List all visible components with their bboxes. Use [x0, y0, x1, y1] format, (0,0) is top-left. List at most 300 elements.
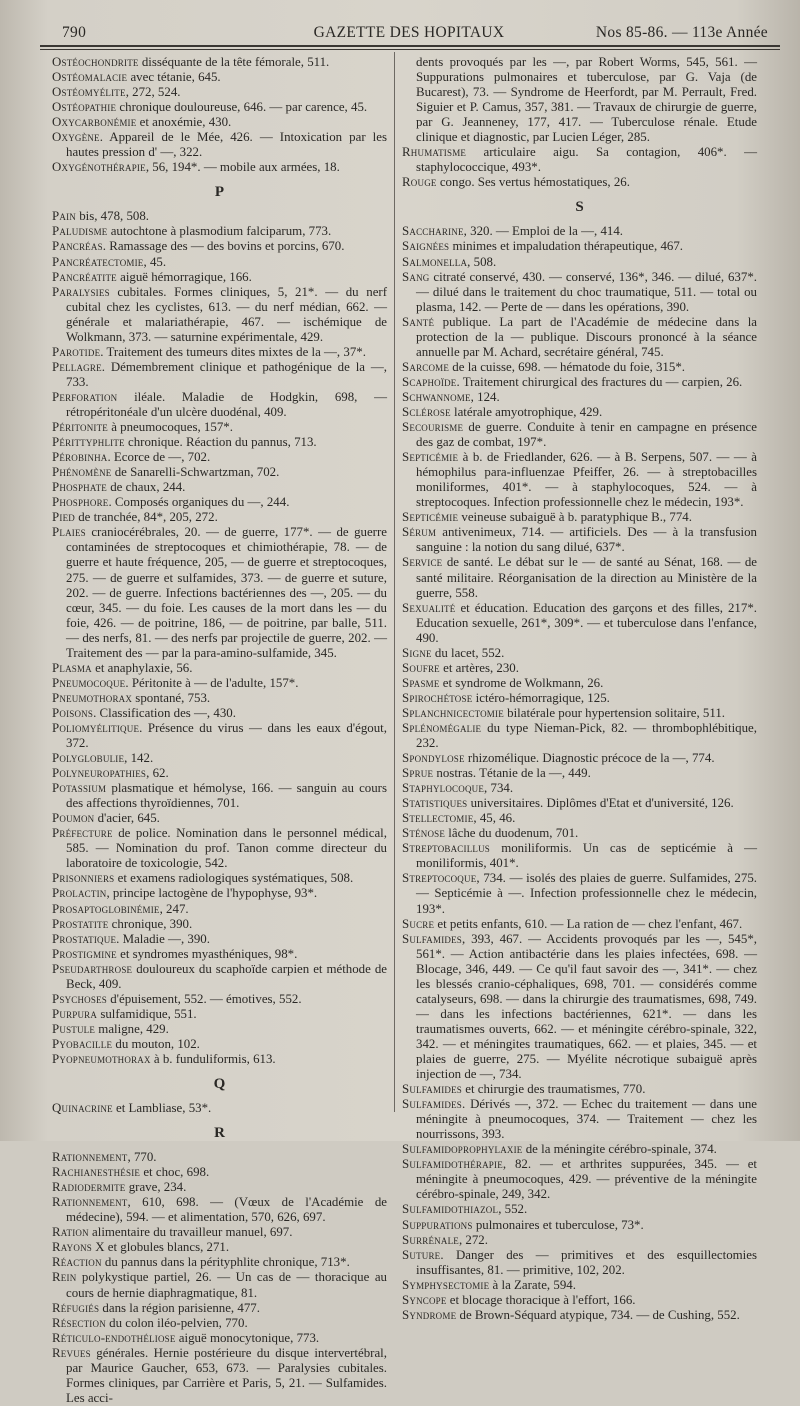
entry-text: , 124.	[470, 389, 500, 404]
index-entry	[402, 1248, 757, 1278]
entry-heading: Syncope	[402, 1292, 447, 1307]
entry-heading: Résection	[52, 1315, 106, 1330]
index-entry	[52, 115, 387, 130]
entry-heading: Suppurations	[402, 1217, 473, 1232]
entry-text: nostras. Tétanie de la —, 449.	[433, 766, 591, 781]
entry-heading: Plaies	[52, 525, 86, 540]
index-entry	[402, 375, 757, 390]
entry-heading: Pyobacille	[52, 1036, 113, 1051]
index-entry	[402, 1097, 757, 1142]
entry-heading: Splénomégalie	[402, 720, 482, 735]
index-entry	[52, 676, 387, 691]
entry-text: spontané, 753.	[132, 690, 211, 705]
entry-heading: Sérum	[402, 525, 437, 540]
entry-text: publique. La part de l'Académie de médecine dans la protection de la — publique. Discours prononcé à la séance annuelle par M. Achard, secrétaire général, 745.	[416, 314, 757, 359]
entry-text: rhizomélique. Diagnostic précoce de la —, 774.	[464, 751, 715, 766]
entry-heading: Sclérose	[402, 404, 451, 419]
index-entry	[402, 315, 757, 360]
entry-heading: Phénomène	[52, 465, 112, 480]
entry-heading: Sang	[402, 269, 430, 284]
entry-heading: Poisons	[52, 705, 94, 720]
index-entry	[52, 1240, 387, 1255]
entry-text: . Péritonite à — de l'adulte, 157*.	[125, 675, 299, 690]
entry-heading: Spondylose	[402, 751, 465, 766]
entry-text: et artères, 230.	[439, 660, 519, 675]
index-entry	[52, 932, 387, 947]
index-entry	[52, 224, 387, 239]
index-entry	[402, 601, 757, 646]
index-entry	[402, 1218, 757, 1233]
entry-heading: Périttyphlite	[52, 435, 125, 450]
index-entry	[52, 1101, 387, 1116]
entry-text: cubitales. Formes cliniques, 5, 21*. — du nerf cubital chez les cyclistes, 613. — du nerf médian, 662. — générale et malariathérapie, 467. — ischémique de Wolkmann, 373. — saturnine expérimentale, 429.	[66, 284, 387, 344]
entry-heading: Polyglobulie	[52, 751, 125, 766]
entry-heading: Saignées	[402, 239, 450, 254]
entry-heading: Spasme	[402, 675, 440, 690]
entry-text: lâche du duodenum, 701.	[445, 826, 579, 841]
entry-heading: Paralysies	[52, 284, 110, 299]
entry-heading: Rein	[52, 1270, 77, 1285]
running-header	[40, 24, 778, 44]
entry-text: . Démembrement clinique et pathogénique de la —, 733.	[66, 359, 387, 389]
index-entry	[402, 721, 757, 751]
entry-text: de chaux, 244.	[106, 480, 186, 495]
index-entry	[402, 239, 757, 254]
entry-text: aiguë monocytonique, 773.	[175, 1330, 320, 1345]
entry-text: grave, 234.	[125, 1180, 187, 1195]
index-entry	[402, 405, 757, 420]
index-entry	[52, 285, 387, 345]
entry-text: chronique. Réaction du pannus, 713.	[124, 435, 317, 450]
index-entry	[402, 766, 757, 781]
entry-text: craniocérébrales, 20. — de guerre, 177*. — de guerre contaminées de streptocoques et chimiothérapie, 78. — de guerre et haute fréquence, 205, — de guerre et streptocoques, 275. — de guerre et sulfamides, 373. — de guerre et suture, 202. — de guerre. Infections bactériennes des —, 205. — du cœur, 345. — du foie. Les causes de la mort dans les — du foie, 426. — de poitrine, 186, — de poitrine, par balle, 511. — des nerfs, 81. — des nerfs par projectile de guerre, 202. — Traitement des — par la para-amino-sulfamide, 345.	[66, 525, 387, 660]
index-entry	[52, 1301, 387, 1316]
entry-heading: Schwannome	[402, 389, 471, 404]
entry-text: iléale. Maladie de Hodgkin, 698, — rétropéritonéale d'un ulcère duodénal, 409.	[66, 389, 387, 419]
entry-text: , 552.	[498, 1202, 528, 1217]
entry-text: , 734.	[484, 781, 514, 796]
entry-text: de Sanarelli-Schwartzman, 702.	[111, 465, 280, 480]
entry-heading: Polyneuropathies	[52, 766, 147, 781]
entry-text: et Lambliase, 53*.	[112, 1101, 212, 1116]
entry-text: , 770.	[127, 1150, 157, 1165]
entry-text: maligne, 429.	[95, 1021, 169, 1036]
index-entry	[402, 841, 757, 871]
index-entry	[402, 255, 757, 270]
entry-heading: Radiodermite	[52, 1180, 126, 1195]
index-entry	[402, 1308, 757, 1323]
entry-text: antivenimeux, 714. — artificiels. Des — à la transfusion sanguine : la notion du sang dilué, 637*.	[416, 525, 757, 555]
entry-text: , 62.	[146, 766, 169, 781]
index-entry	[52, 826, 387, 871]
entry-text: X et globules blancs, 271.	[91, 1240, 230, 1255]
entry-text: à b. funduliformis, 613.	[150, 1052, 276, 1066]
index-entry	[402, 1157, 757, 1202]
entry-heading: Symphysectomie	[402, 1277, 490, 1292]
index-entry	[52, 947, 387, 962]
entry-heading: Poumon	[52, 811, 95, 826]
section-letter: S	[575, 199, 584, 216]
entry-text: et éducation. Education des garçons et des filles, 217*. Education sexuelle, 261*, 309*. — et tuberculose dans l'enfance, 490.	[416, 600, 757, 645]
entry-heading: Spirochétose	[402, 690, 473, 705]
right-column	[402, 55, 757, 1323]
entry-heading: Parotide	[52, 344, 101, 359]
index-entry	[52, 1180, 387, 1195]
entry-heading: Psychoses	[52, 991, 107, 1006]
index-entry	[402, 55, 757, 145]
entry-heading: Pneumocoque	[52, 675, 126, 690]
entry-heading: Sténose	[402, 826, 446, 841]
index-entry	[402, 450, 757, 510]
entry-text: et blocage thoracique à l'effort, 166.	[446, 1292, 636, 1307]
entry-text: de Brown-Séquard atypique, 734. — de Cushing, 552.	[456, 1307, 740, 1322]
entry-text: dents provoqués par les —, par Robert Worms, 545, 561. — Suppurations pulmonaires et tuberculose, par G. Vaja (de Bucarest), 73. — Syndrome de Heerfordt, par M. Perrault, Fred. Siguier et P. Camus, 357, 381. — Travaux de chirurgie de guerre, par G. Jeanneney, 177, 417. — Tuberculose rénale. Etude clinique et diagnostic, par Lucien Léger, 285.	[416, 55, 757, 145]
entry-heading: Sulfamidothiazol	[402, 1202, 499, 1217]
entry-text: bilatérale pour hypertension solitaire, 511.	[503, 705, 726, 720]
entry-heading: Statistiques	[402, 796, 468, 811]
index-entry	[402, 510, 757, 525]
entry-heading: Prolactin	[52, 886, 107, 901]
entry-heading: Prostigmine	[52, 946, 117, 961]
index-entry	[402, 390, 757, 405]
page-number: 790	[62, 24, 87, 41]
entry-heading: Sucre	[402, 916, 435, 931]
entry-heading: Ration	[52, 1225, 89, 1240]
entry-heading: Potassium	[52, 781, 107, 796]
entry-text: à la Zarate, 594.	[489, 1277, 576, 1292]
entry-heading: Splanchnicectomie	[402, 705, 504, 720]
index-entry	[52, 706, 387, 721]
entry-text: . Appareil de le Mée, 426. — Intoxication par les hautes pression d' —, 322.	[66, 130, 387, 160]
column-divider	[394, 52, 395, 1112]
entry-text: , 272, 524.	[125, 85, 181, 100]
entry-heading: Ostéomyélite	[52, 85, 126, 100]
entry-text: , 272.	[458, 1232, 488, 1247]
index-entry	[402, 661, 757, 676]
entry-heading: Pain	[52, 209, 76, 224]
entry-text: , 247.	[159, 901, 189, 916]
entry-heading: Oxygénothérapie	[52, 160, 146, 175]
index-entry	[402, 826, 757, 841]
entry-text: , 45.	[143, 254, 167, 269]
index-entry	[402, 751, 757, 766]
entry-text: de santé. Le débat sur le — de santé au Sénat, 168. — de santé militaire. Réorganisation de la direction au Ministère de la guerre, 558.	[416, 555, 757, 600]
entry-text: . Traitement des tumeurs dites mixtes de la —, 37*.	[100, 344, 366, 359]
entry-text: . Classification des —, 430.	[93, 705, 236, 720]
entry-text: , 508.	[467, 254, 497, 269]
entry-text: , principe lactogène de l'hypophyse, 93*.	[106, 886, 318, 901]
entry-heading: Streptobacillus	[402, 841, 491, 856]
entry-text: et examens radiologiques systématiques, 508.	[114, 871, 354, 886]
entry-text: générales. Hernie postérieure du disque intervertébral, par Maurice Gaucher, 653, 673. — Paralysies cubitales. Formes cliniques, par Carrière et Paris, 5, 21. — Sulfamides. Les acci-	[66, 1345, 387, 1405]
entry-heading: Réaction	[52, 1255, 102, 1270]
index-entry	[402, 525, 757, 555]
entry-text: . Ramassage des — des bovins et porcins, 670.	[102, 239, 345, 254]
index-entry	[402, 706, 757, 721]
entry-heading: Sexualité	[402, 600, 456, 615]
entry-text: . Composés organiques du —, 244.	[108, 495, 290, 510]
index-entry	[52, 70, 387, 85]
entry-heading: Pancréas	[52, 239, 103, 254]
entry-text: à b. de Friedlander, 626. — à B. Serpens, 507. — — à hémophilus para-influenzae Pfeiffer, 26. — à streptobacilles moniliformes, 401*. — à staphylocoques, 524. — à streptocoques. Infection professionnelle chez le médecin, 193*.	[416, 450, 757, 510]
index-entry	[402, 796, 757, 811]
entry-text: , 82. — et arthrites suppurées, 345. — et méningite à pneumocoques, 429. — préventive de la méningite cérébro-spinale, 249, 342.	[416, 1157, 757, 1202]
entry-text: ictéro-hémorragique, 125.	[472, 690, 610, 705]
entry-text: disséquante de la tête fémorale, 511.	[138, 55, 330, 69]
index-entry	[52, 1346, 387, 1406]
index-entry	[52, 160, 387, 175]
entry-text: plasmatique et hémolyse, 166. — sanguin au cours des affections thyroïdiennes, 701.	[66, 781, 387, 811]
index-entry	[402, 1233, 757, 1248]
header-rule-thin	[40, 49, 780, 50]
entry-heading: Purpura	[52, 1006, 98, 1021]
entry-text: veineuse subaiguë à b. paratyphique B., 774.	[458, 510, 692, 525]
index-entry	[52, 525, 387, 660]
entry-heading: Réfugiés	[52, 1300, 100, 1315]
entry-heading: Revues	[52, 1345, 91, 1360]
entry-heading: Septicémie	[402, 510, 459, 525]
entry-text: . Ecorce de —, 702.	[107, 450, 211, 465]
section-letter: Q	[213, 1076, 226, 1093]
entry-text: latérale amyotrophique, 429.	[450, 404, 603, 419]
index-entry	[402, 224, 757, 239]
entry-text: dans la région parisienne, 477.	[99, 1300, 260, 1315]
entry-text: et chirurgie des traumatismes, 770.	[462, 1082, 646, 1097]
index-entry	[402, 646, 757, 661]
entry-text: minimes et impaludation thérapeutique, 467.	[449, 239, 684, 254]
issue-number: Nos 85-86. — 113e Année	[595, 24, 768, 41]
entry-heading: Saccharine	[402, 224, 464, 239]
entry-heading: Septicémie	[402, 450, 459, 465]
entry-heading: Sulfamides	[402, 931, 463, 946]
entry-heading: Santé	[402, 314, 435, 329]
journal-title: GAZETTE DES HOPITAUX	[313, 24, 505, 41]
index-entry	[52, 902, 387, 917]
entry-heading: Salmonella	[402, 254, 468, 269]
entry-heading: Prisonniers	[52, 871, 115, 886]
entry-text: , 56, 194*. — mobile aux armées, 18.	[145, 160, 340, 175]
entry-text: autochtone à plasmodium falciparum, 773.	[107, 224, 332, 239]
entry-heading: Ostéomalacie	[52, 70, 128, 85]
index-entry	[52, 1052, 387, 1067]
entry-heading: Pseudarthrose	[52, 961, 133, 976]
entry-text: , 610, 698. — (Vœux de l'Académie de médecine), 594. — et alimentation, 570, 626, 697.	[66, 1195, 387, 1225]
index-entry	[52, 255, 387, 270]
index-entry	[52, 100, 387, 115]
entry-text: et petits enfants, 610. — La ration de — chez l'enfant, 467.	[434, 916, 743, 931]
entry-heading: Pneumothorax	[52, 690, 133, 705]
entry-text: avec tétanie, 645.	[127, 70, 221, 85]
index-entry	[402, 1278, 757, 1293]
index-entry	[52, 1225, 387, 1240]
entry-text: , 320. — Emploi de la —, 414.	[463, 224, 623, 239]
index-entry	[52, 1270, 387, 1300]
entry-text: du type Nieman-Pick, 82. — thrombophlébitique, 232.	[416, 720, 757, 751]
index-entry	[402, 811, 757, 826]
index-entry	[52, 85, 387, 100]
entry-heading: Rachianesthésie	[52, 1165, 141, 1180]
section-letter: P	[214, 184, 225, 201]
entry-heading: Sulfamidothérapie	[402, 1157, 503, 1172]
entry-text: . Dérivés —, 372. — Echec du traitement — dans une méningite à pneumocoques, 374. — Traitement — chez les nourrissons, 393.	[416, 1097, 757, 1142]
left-column	[52, 55, 387, 1406]
entry-heading: Pustule	[52, 1021, 96, 1036]
index-entry	[52, 1037, 387, 1052]
index-entry	[52, 450, 387, 465]
entry-heading: Prostatite	[52, 916, 109, 931]
entry-text: alimentaire du travailleur manuel, 697.	[88, 1225, 293, 1240]
entry-heading: Pellagre	[52, 359, 102, 374]
entry-heading: Staphylocoque	[402, 781, 485, 796]
entry-text: articulaire aigu. Sa contagion, 406*. — staphylococcique, 493*.	[416, 145, 757, 175]
index-entry	[52, 209, 387, 224]
entry-heading: Sulfamides	[402, 1097, 463, 1112]
entry-text: de police. Nomination dans le personnel médical, 585. — Nomination du prof. Tanon comme directeur du laboratoire de toxicologie, 542.	[66, 826, 387, 871]
entry-text: d'épuisement, 552. — émotives, 552.	[106, 991, 302, 1006]
entry-heading: Préfecture	[52, 826, 113, 841]
index-entry	[52, 55, 387, 70]
index-entry	[52, 992, 387, 1007]
entry-heading: Oxygène	[52, 130, 100, 145]
entry-heading: Soufre	[402, 660, 440, 675]
entry-heading: Pancréatectomie	[52, 254, 144, 269]
index-entry	[402, 1202, 757, 1217]
entry-text: bis, 478, 508.	[75, 209, 150, 224]
index-entry	[52, 435, 387, 450]
entry-text: citraté conservé, 430. — conservé, 136*, 346. — dilué, 637*. — dilué dans le traitement du choc traumatique, 511. — total ou plasma, 142. — Perte de — dans les opérations, 390.	[416, 269, 757, 314]
entry-heading: Syndrome	[402, 1307, 457, 1322]
entry-text: polykystique partiel, 26. — Un cas de — thoracique au cours de hernie diaphragmatique, 81.	[66, 1270, 387, 1300]
entry-heading: Pyopneumothorax	[52, 1052, 151, 1066]
entry-text: aiguë hémorragique, 166.	[116, 269, 252, 284]
entry-text: et syndromes myasthéniques, 98*.	[116, 946, 298, 961]
entry-heading: Sulfamides	[402, 1082, 463, 1097]
index-entry	[52, 811, 387, 826]
index-entry	[52, 495, 387, 510]
index-entry	[402, 1293, 757, 1308]
entry-heading: Pérobinha	[52, 450, 108, 465]
index-entry	[52, 465, 387, 480]
entry-text: douloureux du scaphoïde carpien et méthode de Beck, 409.	[66, 961, 387, 991]
entry-heading: Rouge	[402, 175, 437, 190]
entry-text: universitaires. Diplômes d'Etat et d'université, 126.	[467, 796, 734, 811]
entry-text: moniliformis. Un cas de septicémie à — moniliformis, 401*.	[416, 841, 757, 871]
index-entry	[402, 1082, 757, 1097]
index-entry	[52, 1022, 387, 1037]
entry-text: et anoxémie, 430.	[136, 115, 232, 130]
entry-text: de tranchée, 84*, 205, 272.	[74, 510, 218, 525]
entry-text: sulfamidique, 551.	[97, 1006, 197, 1021]
index-entry	[52, 917, 387, 932]
entry-text: de la cuisse, 698. — hématode du foie, 315*.	[449, 359, 685, 374]
entry-text: , 45, 46.	[473, 811, 516, 826]
entry-heading: Rhumatisme	[402, 145, 467, 160]
index-entry	[52, 886, 387, 901]
index-entry	[52, 661, 387, 676]
section-letter: R	[214, 1125, 225, 1142]
entry-text: à pneumocoques, 157*.	[108, 420, 233, 435]
index-entry	[52, 1255, 387, 1270]
entry-heading: Secourisme	[402, 420, 464, 435]
entry-heading: Signe	[402, 645, 432, 660]
index-entry	[402, 145, 757, 175]
index-entry	[52, 480, 387, 495]
index-entry	[52, 1331, 387, 1346]
index-entry	[402, 932, 757, 1082]
index-entry	[402, 917, 757, 932]
entry-text: congo. Ses vertus hémostatiques, 26.	[436, 175, 630, 190]
entry-heading: Perforation	[52, 389, 118, 404]
entry-heading: Suture	[402, 1247, 441, 1262]
entry-heading: Stellectomie	[402, 811, 474, 826]
entry-text: chronique, 390.	[108, 916, 193, 931]
index-entry	[52, 962, 387, 992]
entry-text: pulmonaires et tuberculose, 73*.	[472, 1217, 644, 1232]
entry-text: du pannus dans la pérityphlite chronique, 713*.	[101, 1255, 350, 1270]
index-entry	[52, 751, 387, 766]
entry-text: , 734. — isolés des plaies de guerre. Sulfamides, 275. — Septicémie à —. Infection professionnelle chez le médecin, 193*.	[416, 871, 757, 916]
index-entry	[52, 721, 387, 751]
index-entry	[52, 1007, 387, 1022]
index-entry	[52, 1316, 387, 1331]
index-entry	[52, 691, 387, 706]
entry-text: . Traitement chirurgical des fractures du — carpien, 26.	[456, 374, 743, 389]
entry-heading: Rationnement	[52, 1195, 128, 1210]
entry-text: et choc, 698.	[140, 1165, 210, 1180]
index-entry	[52, 510, 387, 525]
index-entry	[402, 555, 757, 600]
index-entry	[402, 175, 757, 190]
index-entry	[52, 345, 387, 360]
entry-heading: Scaphoïde	[402, 374, 457, 389]
entry-heading: Rayons	[52, 1240, 92, 1255]
entry-text: du colon iléo-pelvien, 770.	[105, 1315, 248, 1330]
entry-text: d'acier, 645.	[94, 811, 160, 826]
entry-heading: Streptocoque	[402, 871, 477, 886]
index-entry	[52, 130, 387, 160]
entry-heading: Poliomyélitique	[52, 720, 140, 735]
entry-heading: Paludisme	[52, 224, 108, 239]
entry-heading: Sarcome	[402, 359, 450, 374]
entry-text: et anaphylaxie, 56.	[91, 660, 193, 675]
entry-text: du lacet, 552.	[431, 645, 505, 660]
index-entry	[402, 1142, 757, 1157]
entry-heading: Péritonite	[52, 420, 108, 435]
index-entry	[52, 1165, 387, 1180]
entry-heading: Prosaptoglobinémie	[52, 901, 160, 916]
entry-heading: Pied	[52, 510, 75, 525]
entry-text: de la méningite cérébro-spinale, 374.	[522, 1142, 717, 1157]
entry-text: , 142.	[124, 751, 154, 766]
index-entry	[402, 360, 757, 375]
index-entry	[402, 781, 757, 796]
entry-heading: Service	[402, 555, 443, 570]
entry-text: de guerre. Conduite à tenir en campagne en présence des gaz de combat, 197*.	[416, 420, 757, 450]
entry-heading: Oxycarbonémie	[52, 115, 137, 130]
entry-text: du mouton, 102.	[112, 1036, 200, 1051]
entry-text: . Maladie —, 390.	[116, 931, 210, 946]
index-entry	[52, 766, 387, 781]
index-entry	[52, 390, 387, 420]
index-entry	[402, 871, 757, 916]
index-entry	[52, 270, 387, 285]
index-entry	[402, 691, 757, 706]
entry-text: , 393, 467. — Accidents provoqués par les —, 545*, 561*. — Action antibactérie dans les plaies infectées, 698. — Blocage, 346, 449. — Ce qu'il faut savoir des —, 341*. — chez les blessés cranio-céphaliques, 698, 701. — considérés comme catalyseurs, 698. — dans la chirurgie des traumatismes, 698, 749. — dans les infections bactériennes, 621*. — dans les traumatismes ouverts, 662. — et méningite cérébro-spinale, 322, 342. — et méningites traumatiques, 662. — et plaies, 345. — et plaies de guerre, 275. — Myélite nécrotique subaiguë après injection de —, 734.	[416, 931, 757, 1082]
index-entry	[52, 360, 387, 390]
entry-heading: Ostéopathie	[52, 100, 117, 115]
entry-heading: Prostatique	[52, 931, 117, 946]
index-entry	[402, 270, 757, 315]
